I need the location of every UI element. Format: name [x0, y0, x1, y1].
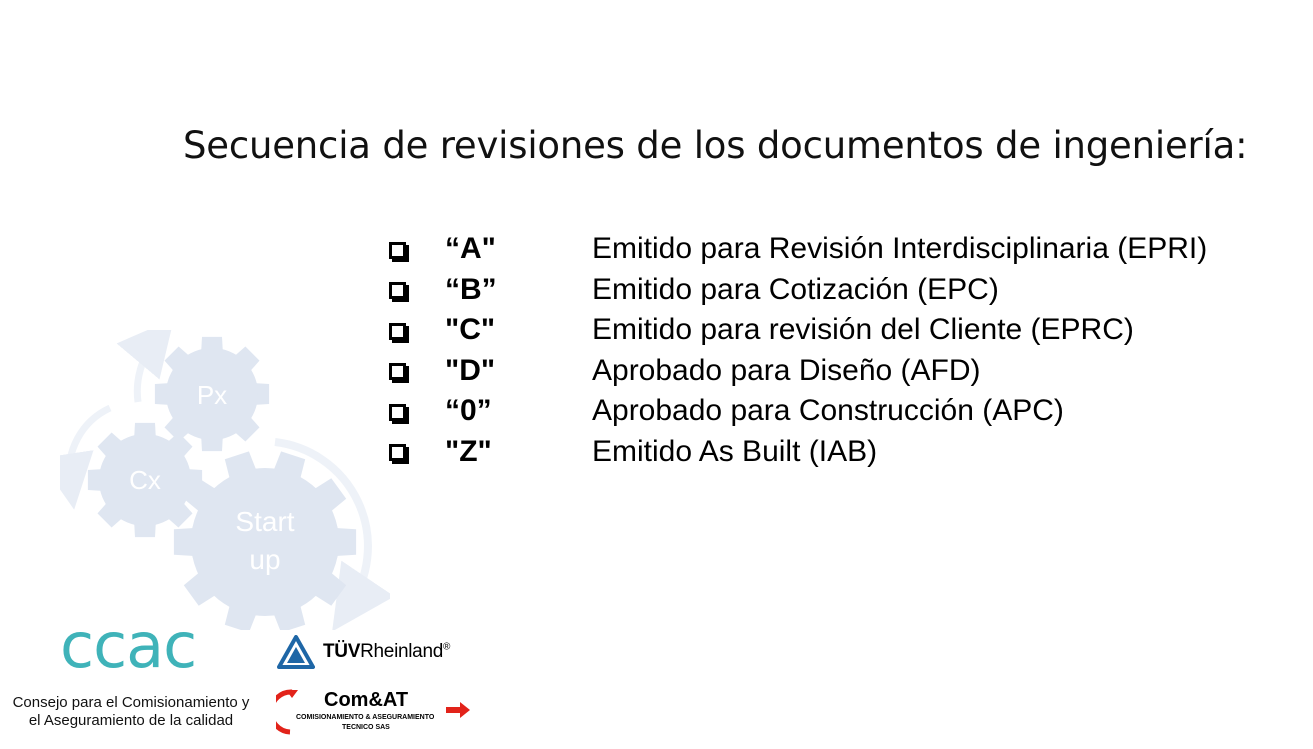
gear-startup-label-line2: up — [249, 544, 281, 575]
gear-startup-label-line1: Start — [235, 506, 295, 537]
list-item — [389, 351, 981, 392]
list-item — [389, 391, 1064, 432]
ccac-logo: ccac — [60, 609, 197, 682]
checkbox-bullet-icon — [389, 323, 406, 340]
checkbox-bullet-icon — [389, 444, 406, 461]
revision-code: "C" — [445, 313, 496, 347]
cycle-arrow-icon — [137, 340, 156, 402]
checkbox-bullet-icon — [389, 282, 406, 299]
tuv-rheinland-logo — [277, 635, 450, 669]
gear-px-label: Px — [196, 380, 228, 410]
revision-code: “B” — [445, 272, 497, 306]
gear-cx-label: Cx — [129, 465, 161, 495]
comat-name: Com&AT — [324, 689, 409, 711]
revision-description: Emitido para Cotización (EPC) — [592, 272, 999, 306]
list-item — [389, 310, 1134, 351]
list-item — [389, 270, 999, 311]
revision-description: Emitido para revisión del Cliente (EPRC) — [592, 313, 1134, 347]
revision-code: “0” — [445, 394, 492, 428]
checkbox-bullet-icon — [389, 242, 406, 259]
tuv-triangle-icon — [277, 635, 315, 669]
list-item — [389, 432, 878, 473]
revision-description: Aprobado para Diseño (AFD) — [592, 353, 981, 387]
ccac-subtitle-line2: el Aseguramiento de la calidad — [28, 712, 234, 729]
revision-description: Emitido As Built (IAB) — [592, 434, 878, 468]
revision-list — [389, 229, 1208, 472]
comat-tagline-2: TECNICO SAS — [342, 724, 390, 731]
checkbox-bullet-icon — [389, 363, 406, 380]
revision-code: "D" — [445, 353, 496, 387]
gears-graphic — [60, 330, 390, 630]
checkbox-bullet-icon — [389, 404, 406, 421]
comat-tagline: COMISIONAMIENTO & ASEGURAMIENTO — [296, 714, 435, 721]
comat-logo — [276, 688, 476, 740]
revision-code: "Z" — [445, 434, 492, 468]
ccac-subtitle — [0, 694, 262, 730]
ccac-subtitle-line1: Consejo para el Comisionamiento y — [12, 694, 250, 711]
revision-description: Aprobado para Construcción (APC) — [592, 394, 1064, 428]
page-title: Secuencia de revisiones de los documentos de ingeniería: — [183, 124, 1248, 167]
revision-code: “A" — [445, 232, 496, 266]
revision-description: Emitido para Revisión Interdisciplinaria (EPRI) — [592, 232, 1208, 266]
list-item — [389, 229, 1208, 270]
tuv-wordmark: TÜVRheinland® — [323, 641, 451, 662]
